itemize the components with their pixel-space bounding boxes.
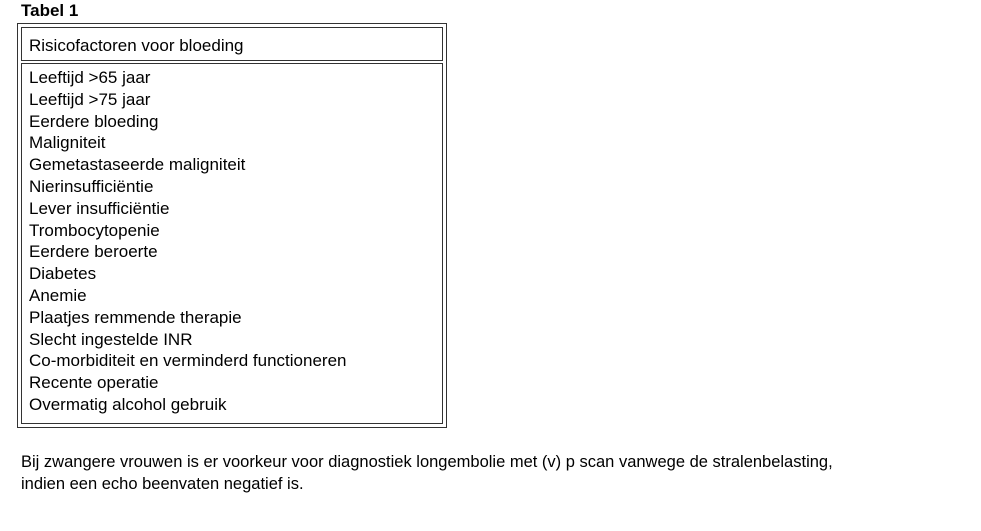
risk-factor-item: Eerdere bloeding: [29, 111, 159, 131]
table-header-cell: Risicofactoren voor bloeding: [21, 27, 443, 61]
risk-factor-item: Plaatjes remmende therapie: [29, 307, 242, 327]
table-title: Tabel 1: [21, 1, 79, 20]
risk-factor-item: Co-morbiditeit en verminderd functioneren: [29, 351, 347, 371]
note-paragraph: [21, 451, 971, 495]
risk-factors-table: [17, 23, 447, 428]
risk-factor-item: Maligniteit: [29, 133, 106, 153]
risk-factor-item: Eerdere beroerte: [29, 242, 158, 262]
risk-factor-item: Leeftijd >75 jaar: [29, 89, 151, 109]
note-line-1: Bij zwangere vrouwen is er voorkeur voor diagnostiek longembolie met (v) p scan vanwege de stralenbelasting,: [21, 453, 833, 471]
risk-factor-item: Trombocytopenie: [29, 220, 160, 240]
risk-factor-item: Diabetes: [29, 264, 97, 284]
risk-factor-item: Slecht ingestelde INR: [29, 329, 193, 349]
risk-factor-list: [29, 67, 442, 416]
risk-factor-item: Anemie: [29, 285, 87, 305]
risk-factor-item: Overmatig alcohol gebruik: [29, 394, 227, 414]
risk-factor-item: Leeftijd >65 jaar: [29, 68, 151, 87]
risk-factor-item: Lever insufficiëntie: [29, 198, 170, 218]
risk-factor-item: Gemetastaseerde maligniteit: [29, 155, 246, 175]
risk-factor-item: Nierinsufficiëntie: [29, 176, 154, 196]
risk-factor-item: Recente operatie: [29, 373, 159, 393]
note-line-2: indien een echo beenvaten negatief is.: [21, 475, 304, 493]
table-body-cell: [21, 63, 443, 424]
